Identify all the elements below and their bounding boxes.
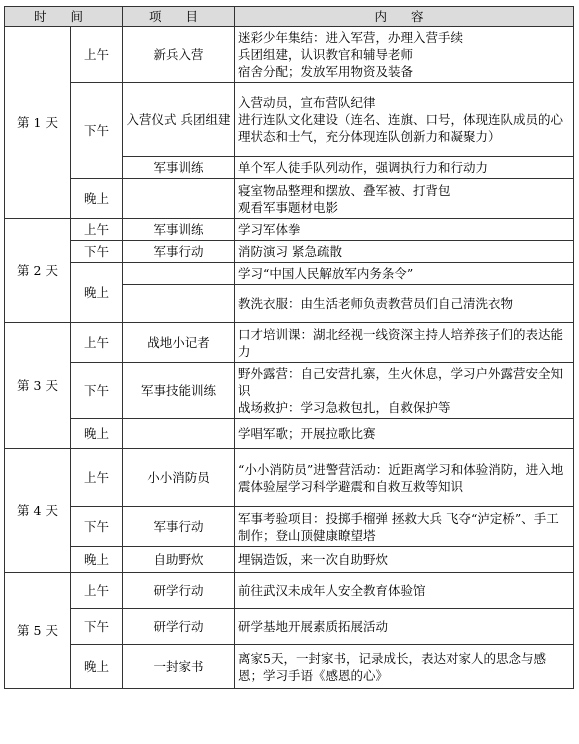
table-row [5,609,574,645]
content-cell [235,285,574,323]
content-cell [235,507,574,547]
header-content: 内 容 [235,7,574,27]
table-row [5,219,574,241]
content-cell [235,27,574,83]
content-line: “小小消防员”进警营活动：近距离学习和体验消防，进入地震体验屋学习科学避震和自救互救等知识 [238,461,564,494]
time-cell: 下午 [71,507,123,547]
table-row [5,363,574,419]
table-row [5,547,574,573]
content-line: 迷彩少年集结：进入军营，办理入营手续 [238,30,464,45]
content-line: 入营动员，宣布营队纪律 [238,95,376,110]
content-line: 兵团组建，认识教官和辅导老师 [238,47,414,62]
content-line: 教洗衣服：由生活老师负责教营员们自己清洗衣物 [238,296,514,311]
content-line: 离家5天，一封家书，记录成长，表达对家人的思念与感恩；学习手语《感恩的心》 [238,650,546,683]
time-cell: 上午 [71,573,123,609]
item-cell: 研学行动 [123,573,235,609]
item-cell: 战地小记者 [123,323,235,363]
time-cell: 晚上 [71,263,123,323]
table-row [5,27,574,83]
content-line: 研学基地开展素质拓展活动 [238,619,389,634]
content-line: 寝室物品整理和摆放、叠军被、打背包 [238,182,451,198]
content-cell [235,645,574,689]
content-line: 单个军人徒手队列动作，强调执行力和行动力 [238,160,489,175]
content-line: 野外露营：自己安营扎寨，生火休息，学习户外露营安全知识 [238,366,564,398]
content-cell [235,323,574,363]
day-label: 第 5 天 [5,573,71,689]
item-cell: 军事训练 [123,157,235,179]
table-row [5,179,574,219]
content-cell [235,573,574,609]
table-row [5,573,574,609]
content-cell [235,263,574,285]
content-line: 前往武汉未成年人安全教育体验馆 [238,583,426,598]
content-cell [235,363,574,419]
time-cell: 下午 [71,609,123,645]
item-cell: 新兵入营 [123,27,235,83]
table-row [5,645,574,689]
item-cell: 军事行动 [123,507,235,547]
item-cell: 小小消防员 [123,449,235,507]
content-cell [235,157,574,179]
content-cell [235,219,574,241]
content-cell [235,449,574,507]
content-line: 宿舍分配；发放军用物资及装备 [238,64,414,79]
item-cell: 军事技能训练 [123,363,235,419]
table-row [5,507,574,547]
time-cell: 晚上 [71,547,123,573]
time-cell: 晚上 [71,179,123,219]
day-label: 第 1 天 [5,27,71,219]
item-cell: 入营仪式 兵团组建 [123,83,235,157]
table-row [5,241,574,263]
header-time: 时 间 [5,7,123,27]
schedule-table [4,6,574,689]
day-label: 第 2 天 [5,219,71,323]
content-line: 口才培训课：湖北经视一线资深主持人培养孩子们的表达能力 [238,326,564,359]
content-line: 观看军事题材电影 [238,199,339,215]
item-cell: 军事行动 [123,241,235,263]
item-cell [123,179,235,219]
content-line: 进行连队文化建设（连名、连旗、口号，体现连队成员的心理状态和士气，充分体现连队创新力和凝聚力） [238,112,564,144]
table-row [5,263,574,285]
content-cell [235,241,574,263]
day-label: 第 3 天 [5,323,71,449]
content-cell [235,609,574,645]
time-cell: 上午 [71,449,123,507]
day-label: 第 4 天 [5,449,71,573]
content-line: 学习“中国人民解放军内务条令” [238,266,414,281]
content-cell [235,547,574,573]
content-cell [235,83,574,157]
content-line: 战场救护：学习急救包扎，自救保护等 [238,400,451,415]
item-cell: 自助野炊 [123,547,235,573]
item-cell [123,285,235,323]
header-item: 项 目 [123,7,235,27]
item-cell: 军事训练 [123,219,235,241]
table-row [5,419,574,449]
time-cell: 上午 [71,323,123,363]
time-cell: 下午 [71,241,123,263]
time-cell: 上午 [71,27,123,83]
content-line: 军事考验项目：投掷手榴弹 拯救大兵 飞夺“泸定桥”、手工制作；登山顶健康瞭望塔 [238,510,559,543]
time-cell: 晚上 [71,419,123,449]
table-row [5,449,574,507]
table-row [5,323,574,363]
content-line: 学唱军歌；开展拉歌比赛 [238,426,376,441]
header-row [5,7,574,27]
item-cell [123,419,235,449]
item-cell: 研学行动 [123,609,235,645]
table-row [5,83,574,157]
content-cell [235,179,574,219]
content-line: 消防演习 紧急疏散 [238,244,342,259]
time-cell: 上午 [71,219,123,241]
time-cell: 下午 [71,363,123,419]
content-line: 埋锅造饭，来一次自助野炊 [238,552,389,567]
content-cell [235,419,574,449]
item-cell [123,263,235,285]
content-line: 学习军体拳 [238,222,301,237]
time-cell: 下午 [71,83,123,179]
item-cell: 一封家书 [123,645,235,689]
time-cell: 晚上 [71,645,123,689]
